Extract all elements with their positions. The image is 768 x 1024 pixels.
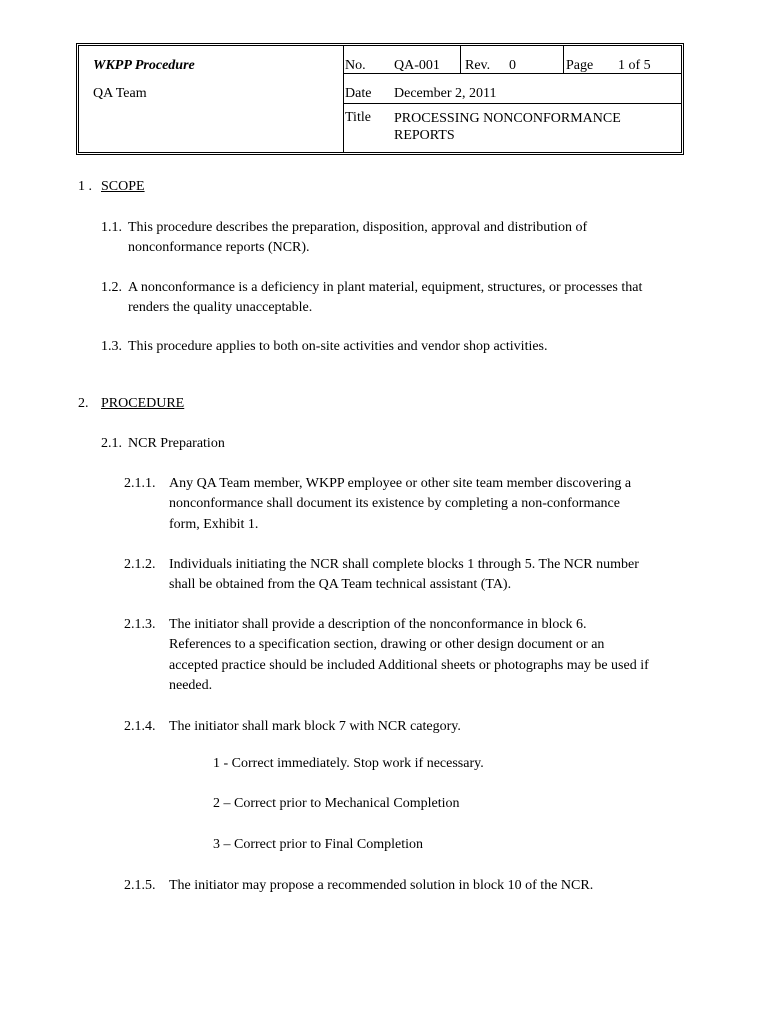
- item-text: nonconformance reports (NCR).: [128, 240, 310, 255]
- item-number: 1.1.: [101, 220, 122, 235]
- procedure-label: WKPP Procedure: [93, 58, 195, 73]
- item-text: This procedure describes the preparation, disposition, approval and distribution of: [128, 220, 588, 235]
- item-number: 2.1.5.: [124, 878, 156, 893]
- number-value: QA-001: [394, 58, 440, 73]
- team-label: QA Team: [93, 86, 147, 101]
- revision-label: Rev.: [465, 58, 491, 73]
- item-number: 2.1.2.: [124, 557, 156, 572]
- item-number: 1.3.: [101, 339, 122, 354]
- number-label: No.: [345, 58, 366, 73]
- header-divider: [343, 46, 344, 152]
- item-text: form, Exhibit 1.: [169, 517, 259, 532]
- section-number: 2.: [78, 396, 89, 411]
- title-value: PROCESSING NONCONFORMANCE REPORTS: [394, 111, 621, 143]
- document-header-table: [76, 43, 684, 155]
- subsection-number: 2.1.: [101, 436, 122, 451]
- title-label: Title: [345, 110, 371, 125]
- item-text: The initiator may propose a recommended solution in block 10 of the NCR.: [169, 878, 594, 893]
- item-text: shall be obtained from the QA Team technical assistant (TA).: [169, 577, 512, 592]
- item-text: Any QA Team member, WKPP employee or other site team member discovering a: [169, 476, 632, 491]
- page-value: 1 of 5: [618, 58, 651, 73]
- page-label: Page: [566, 58, 594, 73]
- item-text: Individuals initiating the NCR shall complete blocks 1 through 5. The NCR number: [169, 557, 639, 572]
- header-divider: [563, 46, 564, 73]
- section-heading-procedure: PROCEDURE: [101, 396, 185, 411]
- ncr-category: 2 – Correct prior to Mechanical Completion: [213, 796, 460, 811]
- revision-value: 0: [509, 58, 516, 73]
- item-number: 2.1.4.: [124, 719, 156, 734]
- section-heading-scope: SCOPE: [101, 179, 145, 194]
- date-label: Date: [345, 86, 372, 101]
- item-text: References to a specification section, drawing or other design document or an: [169, 637, 605, 652]
- item-text: The initiator shall mark block 7 with NCR category.: [169, 719, 461, 734]
- subsection-heading: NCR Preparation: [128, 436, 225, 451]
- item-text: nonconformance shall document its existence by completing a non-conformance: [169, 496, 620, 511]
- ncr-category: 1 - Correct immediately. Stop work if necessary.: [213, 756, 484, 771]
- item-number: 2.1.3.: [124, 617, 156, 632]
- header-divider: [460, 46, 461, 73]
- section-number: 1 .: [78, 179, 92, 194]
- item-text: renders the quality unacceptable.: [128, 300, 313, 315]
- item-text: needed.: [169, 678, 213, 693]
- item-text: The initiator shall provide a description of the nonconformance in block 6.: [169, 617, 587, 632]
- item-text: A nonconformance is a deficiency in plant material, equipment, structures, or processes that: [128, 280, 643, 295]
- item-text: accepted practice should be included Additional sheets or photographs may be used if: [169, 658, 649, 673]
- item-number: 2.1.1.: [124, 476, 156, 491]
- date-value: December 2, 2011: [394, 86, 497, 101]
- ncr-category: 3 – Correct prior to Final Completion: [213, 837, 423, 852]
- item-number: 1.2.: [101, 280, 122, 295]
- item-text: This procedure applies to both on-site activities and vendor shop activities.: [128, 339, 548, 354]
